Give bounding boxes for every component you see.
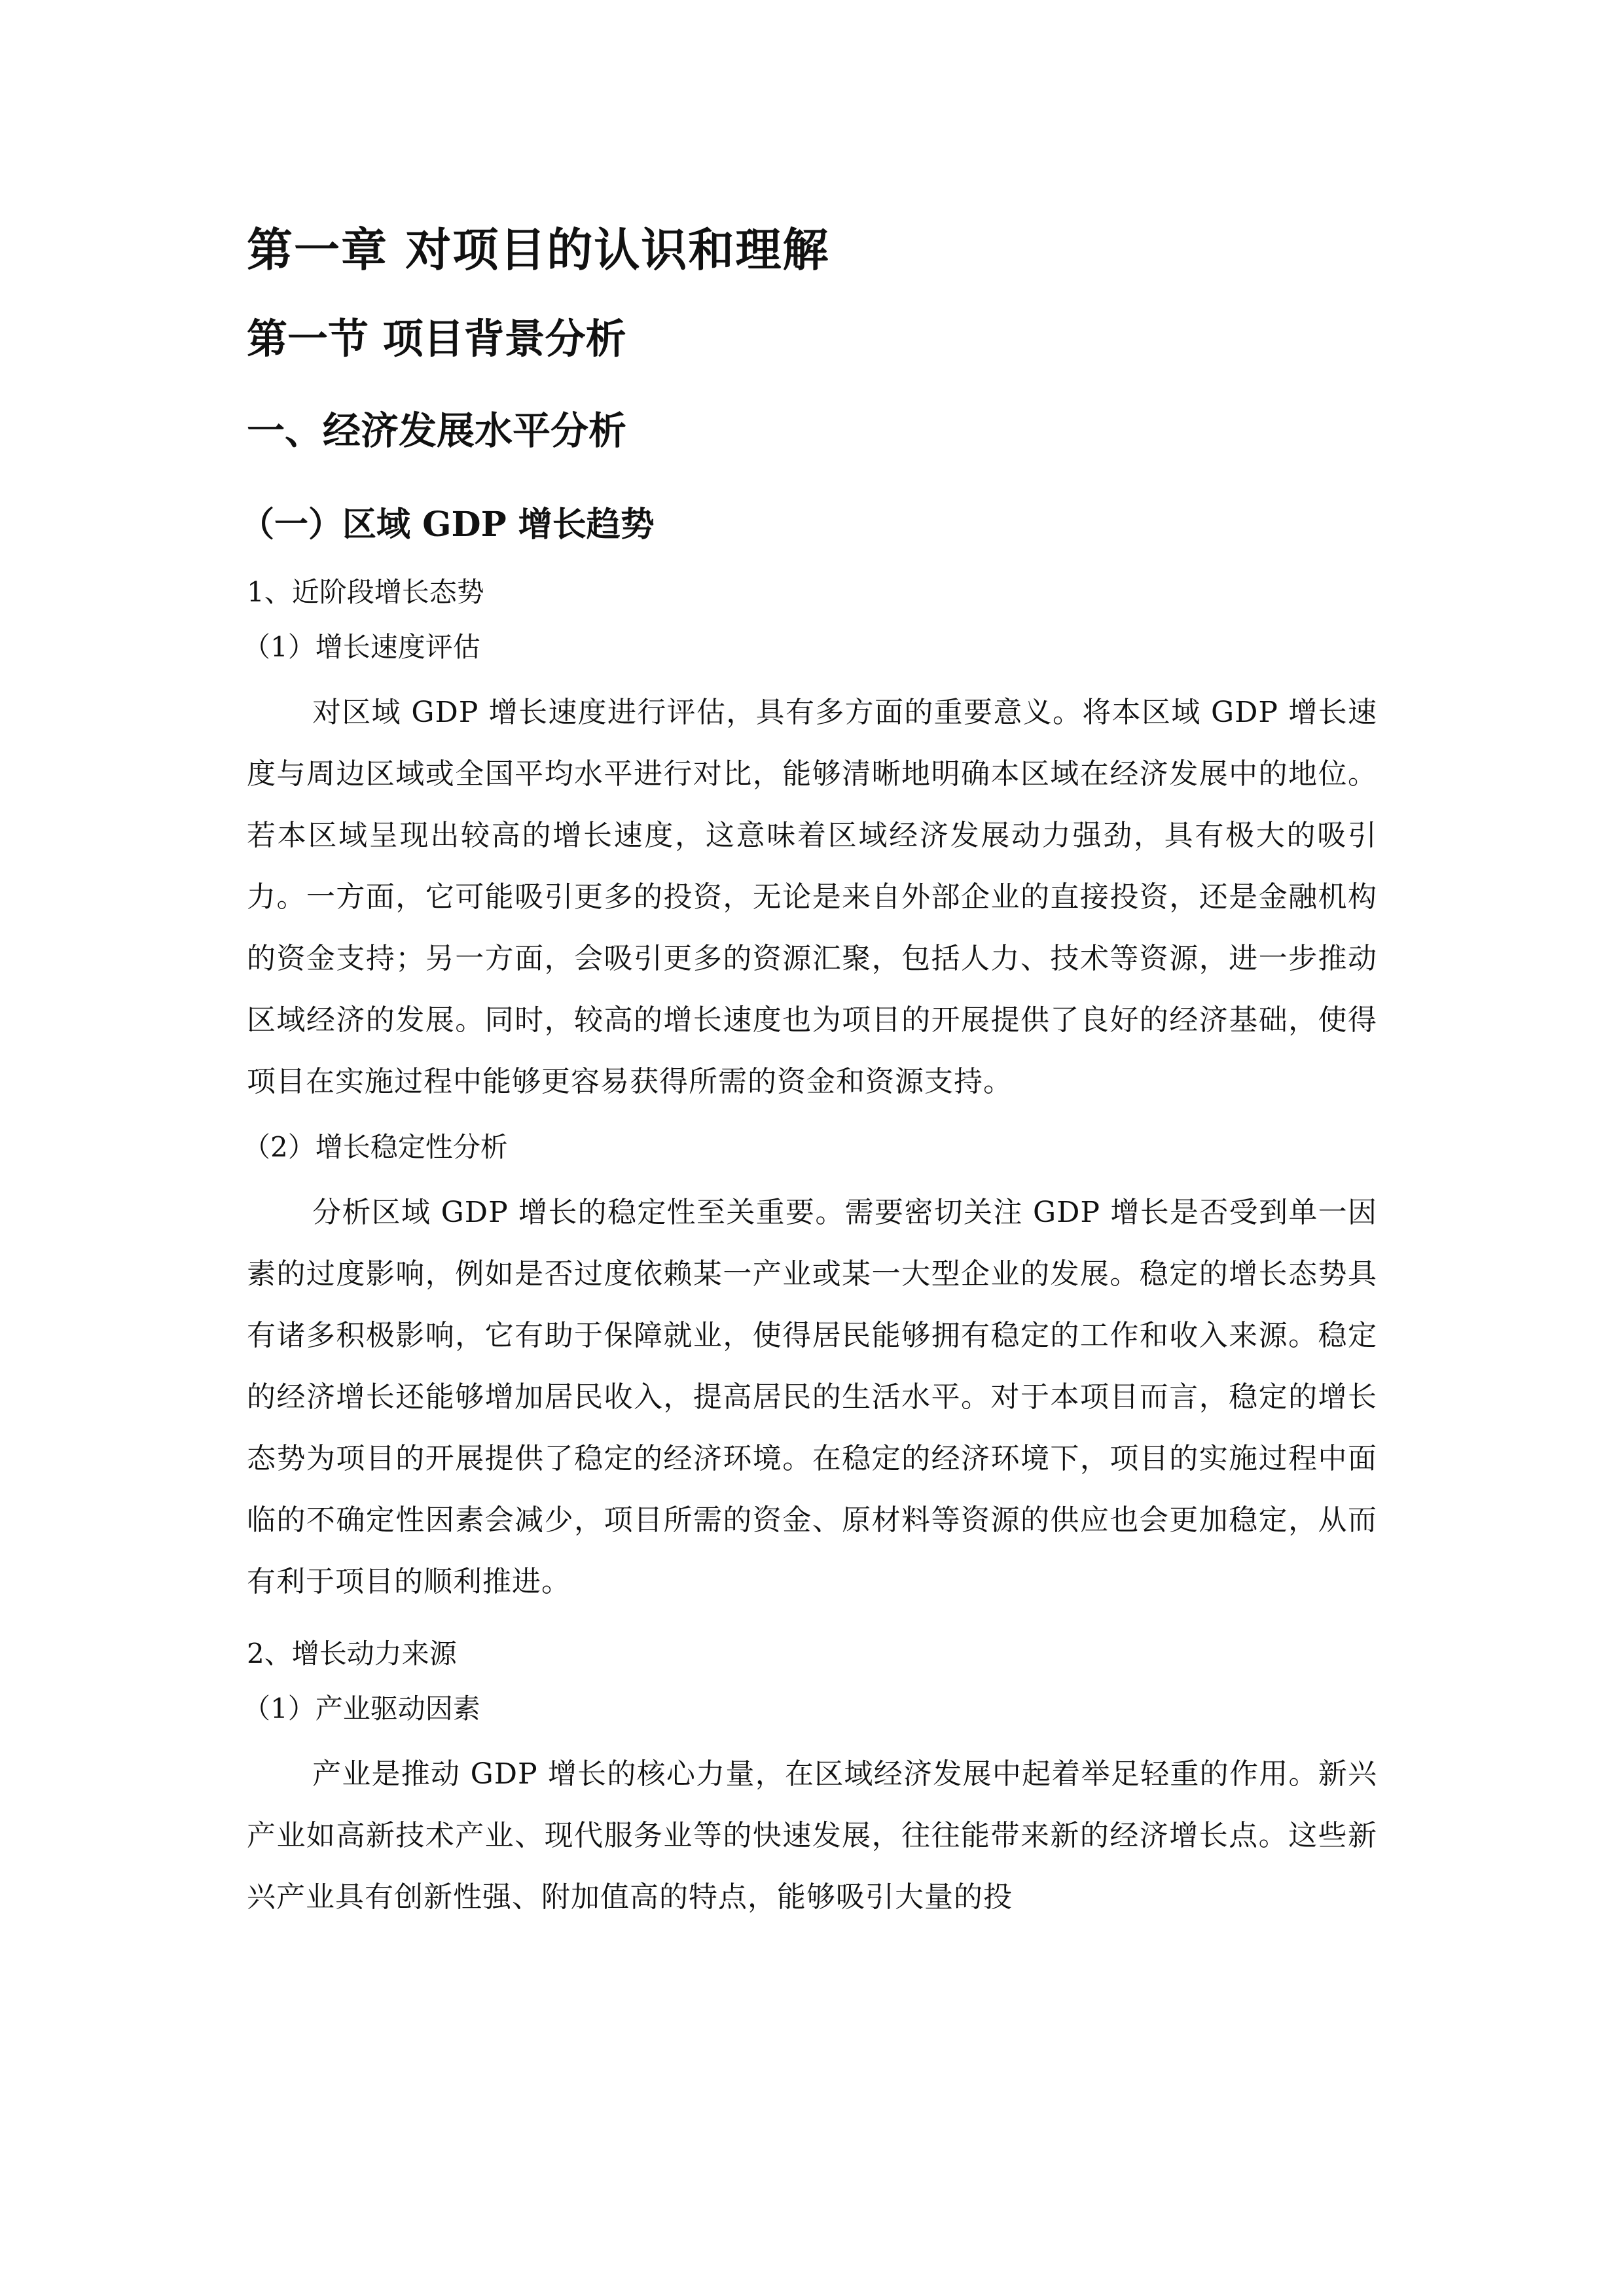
point-title-1: 1、近阶段增长态势 bbox=[247, 576, 484, 608]
section-title: 第一节 项目背景分析 bbox=[247, 315, 626, 363]
point-title-2: 2、增长动力来源 bbox=[247, 1638, 457, 1670]
document-body bbox=[240, 216, 1377, 1928]
sub-point-title-1-2: （2）增长稳定性分析 bbox=[243, 1131, 508, 1163]
subsub-title: （一）区域 GDP 增长趋势 bbox=[240, 505, 655, 545]
chapter-title: 第一章 对项目的认识和理解 bbox=[247, 223, 830, 277]
sub-point-title-2-1: （1）产业驱动因素 bbox=[243, 1693, 480, 1725]
paragraph-growth-stability: 分析区域 GDP 增长的稳定性至关重要。需要密切关注 GDP 增长是否受到单一因素的过度影响，例如是否过度依赖某一产业或某一大型企业的发展。稳定的增长态势具有诸多积极影响，它有助于保障就业，使得居民能够拥有稳定的工作和收入来源。稳定的经济增长还能够增加居民收入，提高居民的生活水平。对于本项目而言，稳定的增长态势为项目的开展提供了稳定的经济环境。在稳定的经济环境下，项目的实施过程中面临的不确定性因素会减少，项目所需的资金、原材料等资源的供应也会更加稳定，从而有利于项目的顺利推进。 bbox=[247, 1196, 1377, 1598]
sub-section-title: 一、经济发展水平分析 bbox=[247, 408, 627, 453]
paragraph-growth-speed: 对区域 GDP 增长速度进行评估，具有多方面的重要意义。将本区域 GDP 增长速度与周边区域或全国平均水平进行对比，能够清晰地明确本区域在经济发展中的地位。若本区域呈现出较高的增长速度，这意味着区域经济发展动力强劲，具有极大的吸引力。一方面，它可能吸引更多的投资，无论是来自外部企业的直接投资，还是金融机构的资金支持；另一方面，会吸引更多的资源汇聚，包括人力、技术等资源，进一步推动区域经济的发展。同时，较高的增长速度也为项目的开展提供了良好的经济基础，使得项目在实施过程中能够更容易获得所需的资金和资源支持。 bbox=[247, 696, 1377, 1098]
paragraph-industry-drivers: 产业是推动 GDP 增长的核心力量，在区域经济发展中起着举足轻重的作用。新兴产业如高新技术产业、现代服务业等的快速发展，往往能带来新的经济增长点。这些新兴产业具有创新性强、附加值高的特点，能够吸引大量的投 bbox=[247, 1757, 1377, 1914]
sub-point-title-1-1: （1）增长速度评估 bbox=[243, 631, 480, 663]
